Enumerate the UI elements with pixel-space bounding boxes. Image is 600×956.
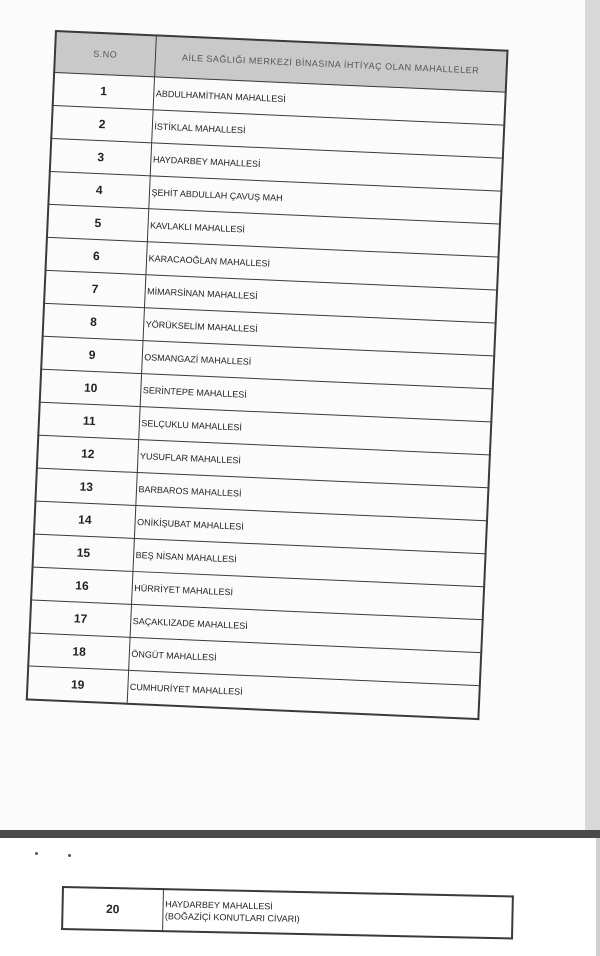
row-number: 19	[27, 666, 128, 704]
row-number: 12	[37, 435, 138, 472]
row-name	[162, 889, 513, 938]
row-name: KAVLAKLI MAHALLESİ	[147, 209, 500, 257]
row-number: 11	[38, 402, 139, 439]
speck	[35, 852, 38, 855]
row-name: HAYDARBEY MAHALLESİ	[150, 143, 503, 191]
row-name: KARACAOĞLAN MAHALLESİ	[145, 242, 498, 290]
row-name: SAÇAKLIZADE MAHALLESİ	[130, 604, 483, 652]
row-number: 7	[44, 270, 145, 307]
scan-edge	[596, 838, 600, 956]
row-number: 2	[51, 105, 152, 142]
row-name: SERİNTEPE MAHALLESİ	[140, 374, 493, 422]
row-number: 20	[62, 887, 163, 931]
row-name: İSTİKLAL MAHALLESİ	[151, 110, 504, 158]
row-number: 15	[33, 534, 134, 571]
row-number: 3	[50, 138, 151, 175]
row-number: 14	[34, 501, 135, 538]
header-title: AİLE SAĞLIĞI MERKEZİ BİNASINA İHTİYAÇ OLAN MAHALLELER	[154, 35, 507, 92]
neighborhood-table	[26, 30, 509, 720]
neighborhood-table-wrapper	[23, 30, 525, 790]
row-name: ÖNGÜT MAHALLESİ	[128, 637, 481, 685]
row-number: 10	[40, 369, 141, 406]
row-name: ONİKİŞUBAT MAHALLESİ	[134, 505, 487, 553]
speck	[68, 854, 71, 857]
row-name: YUSUFLAR MAHALLESİ	[137, 440, 490, 488]
row-name: YÖRÜKSELİM MAHALLESİ	[143, 308, 496, 356]
row-number: 13	[35, 468, 136, 505]
row-number: 4	[48, 171, 149, 208]
row-name-line1: HAYDARBEY MAHALLESİ	[165, 899, 273, 912]
table-row	[62, 887, 513, 938]
row-number: 16	[31, 567, 132, 604]
row-name: OSMANGAZİ MAHALLESİ	[141, 341, 494, 389]
row-name: ABDULHAMİTHAN MAHALLESİ	[153, 77, 506, 125]
row-number: 5	[47, 204, 148, 241]
row-name: HÜRRİYET MAHALLESİ	[131, 571, 484, 619]
scan-edge	[585, 0, 600, 830]
scanned-page-2	[0, 838, 600, 956]
row-name: ŞEHİT ABDULLAH ÇAVUŞ MAH	[148, 176, 501, 224]
row-number: 18	[28, 633, 129, 670]
continuation-table	[61, 886, 514, 939]
row-name: BEŞ NİSAN MAHALLESİ	[132, 538, 485, 586]
row-number: 1	[53, 73, 154, 110]
row-name: CUMHURİYET MAHALLESİ	[127, 670, 480, 719]
row-name: BARBAROS MAHALLESİ	[135, 472, 488, 520]
row-name: MİMARSİNAN MAHALLESİ	[144, 275, 497, 323]
row-number: 9	[41, 336, 142, 373]
page-divider	[0, 830, 600, 838]
row-number: 6	[46, 237, 147, 274]
row-name: SELÇUKLU MAHALLESİ	[138, 407, 491, 455]
row-number: 8	[43, 303, 144, 340]
row-number: 17	[30, 600, 131, 637]
header-sno: S.NO	[54, 31, 156, 77]
table-body	[27, 73, 506, 720]
row-name-line2: (BOĞAZİÇİ KONUTLARI CİVARI)	[164, 911, 300, 924]
